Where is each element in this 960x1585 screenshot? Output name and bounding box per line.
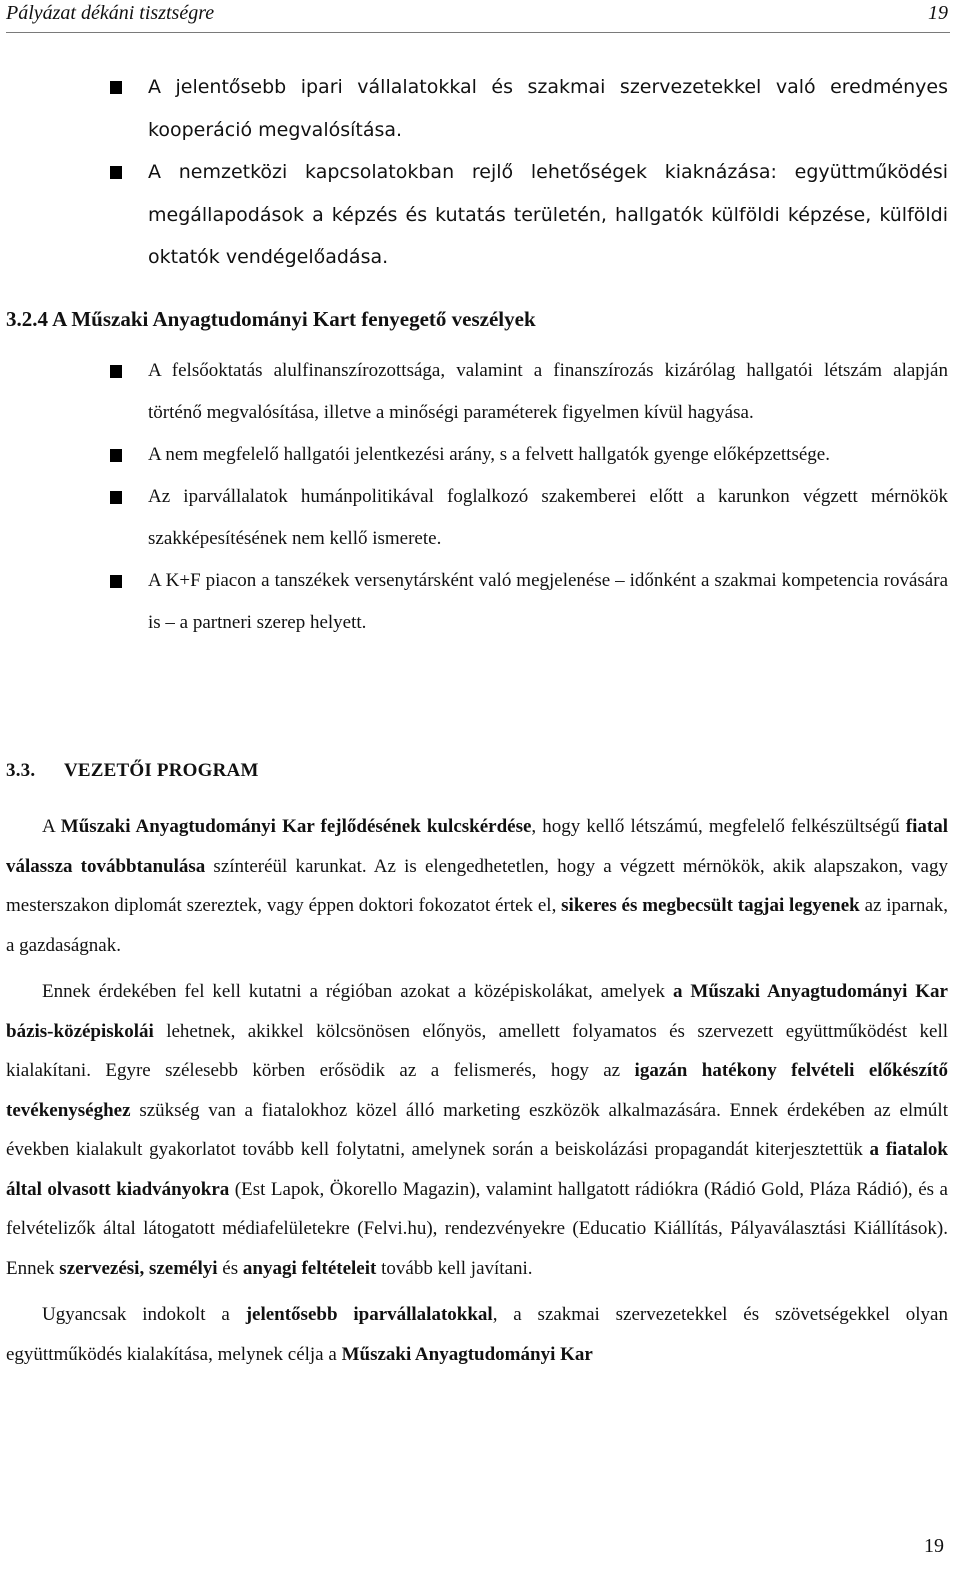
list-item — [110, 350, 948, 434]
header-page-number: 19 — [928, 2, 948, 24]
text-run: és — [217, 1257, 243, 1279]
text-run: Ennek érdekében fel kell kutatni a régióban azokat a középiskolákat, amelyek — [42, 981, 673, 1002]
square-bullet-icon — [110, 166, 122, 179]
list-item-text: Az iparvállalatok humánpolitikával foglalkozó szakemberei előtt a karunkon végzett mérnökök szakképesítésének nem kellő ismerete. — [148, 486, 948, 549]
bold-run: szervezési, személyi — [59, 1257, 218, 1279]
bold-run: Műszaki Anyagtudományi Kar — [341, 1343, 593, 1365]
bold-run: fiatal válassza továbbtanulása — [6, 816, 948, 877]
bold-run: anyagi feltételeit — [242, 1257, 377, 1279]
list-item-text: A felsőoktatás alulfinanszírozottsága, valamint a finanszírozás kizárólag hallgatói létszám alapján történő megvalósítása, illetve a minőségi paraméterek figyelmen kívül hagyása. — [148, 360, 948, 423]
bold-run: sikeres és megbecsült tagjai legyenek — [561, 895, 860, 916]
bold-run: a fiatalok által olvasott kiadványokra — [6, 1139, 948, 1200]
list-item — [110, 476, 948, 560]
bullet-list-threats — [110, 350, 948, 644]
section-title: VEZETŐI PROGRAM — [64, 760, 259, 781]
list-item — [110, 434, 948, 476]
paragraph — [6, 972, 948, 1288]
list-item — [110, 66, 948, 151]
square-bullet-icon — [110, 575, 122, 588]
body-text — [6, 807, 948, 1381]
text-run: (Est Lapok, Ökorello Magazin), valamint hallgatott rádiókra (Rádió Gold, Pláza Rádió), és a felvételizők által látogatott médiafelületekre (Felvi.hu), rendezvényekre (Educatio Kiállítás, Pályaválasztási Kiállítások). Ennek — [6, 1178, 948, 1279]
text-run: az iparnak, a gazdaságnak. — [6, 895, 948, 956]
square-bullet-icon — [110, 449, 122, 462]
text-run: szükség van a fiatalokhoz közel álló marketing eszközök alkalmazására. Ennek érdekében az elmúlt években kialakult gyakorlatot tovább kell folytatni, amelynek során a beiskolázási propagandát kiterjesztettük — [6, 1099, 948, 1160]
text-run: tovább kell javítani. — [376, 1257, 533, 1279]
text-run: Ugyancsak indokolt a — [42, 1304, 246, 1325]
list-item — [110, 560, 948, 644]
section-heading-324: 3.2.4 A Műszaki Anyagtudományi Kart fenyegető veszélyek — [6, 307, 536, 331]
section-heading-33 — [6, 760, 259, 782]
text-run: , hogy kellő létszámú, megfelelő felkészültségű — [531, 816, 906, 837]
bold-run: Műszaki Anyagtudományi Kar fejlődésének kulcskérdése — [60, 816, 532, 837]
square-bullet-icon — [110, 81, 122, 94]
square-bullet-icon — [110, 365, 122, 378]
paragraph — [6, 807, 948, 965]
text-run: lehetnek, akikkel kölcsönösen előnyös, amellett folyamatos és szervezett együttműködést kell kialakítani. Egyre szélesebb körben erősödik az a felismerés, hogy az — [6, 1020, 948, 1081]
bold-run: a Műszaki Anyagtudományi Kar bázis-középiskolái — [6, 981, 948, 1042]
text-run: A — [42, 816, 61, 837]
list-item-text: A K+F piacon a tanszékek versenytársként való megjelenése – időnként a szakmai kompetencia rovására is – a partneri szerep helyett. — [148, 570, 948, 633]
list-item — [110, 151, 948, 279]
list-item-text: A nem megfelelő hallgatói jelentkezési arány, s a felvett hallgatók gyenge előképzettsége. — [148, 444, 830, 465]
list-item-text: A jelentősebb ipari vállalatokkal és szakmai szervezetekkel való eredményes kooperáció megvalósítása. — [148, 76, 948, 141]
square-bullet-icon — [110, 491, 122, 504]
text-run: , a szakmai szervezetekkel és szövetségekkel olyan együttműködés kialakítása, melynek célja a — [6, 1304, 948, 1365]
list-item-text: A nemzetközi kapcsolatokban rejlő lehetőségek kiaknázása: együttműködési megállapodások a képzés és kutatás területén, hallgatók külföldi képzése, külföldi oktatók vendégelőadása. — [148, 161, 948, 268]
bullet-list-opportunities — [110, 66, 948, 279]
paragraph — [6, 1295, 948, 1374]
text-run: színteréül karunkat. Az is elengedhetetlen, hogy a végzett mérnökök, akik alapszakon, vagy mesterszakon diplomát szereztek, vagy éppen doktori fokozatot értek el, — [6, 855, 948, 916]
header-title: Pályázat dékáni tisztségre — [6, 2, 215, 24]
footer-page-number: 19 — [924, 1535, 944, 1557]
bold-run: igazán hatékony felvételi előkészítő tevékenységhez — [6, 1060, 948, 1121]
page-header — [6, 0, 950, 33]
section-number: 3.3. — [6, 760, 36, 781]
bold-run: jelentősebb iparvállalatokkal — [245, 1304, 493, 1325]
